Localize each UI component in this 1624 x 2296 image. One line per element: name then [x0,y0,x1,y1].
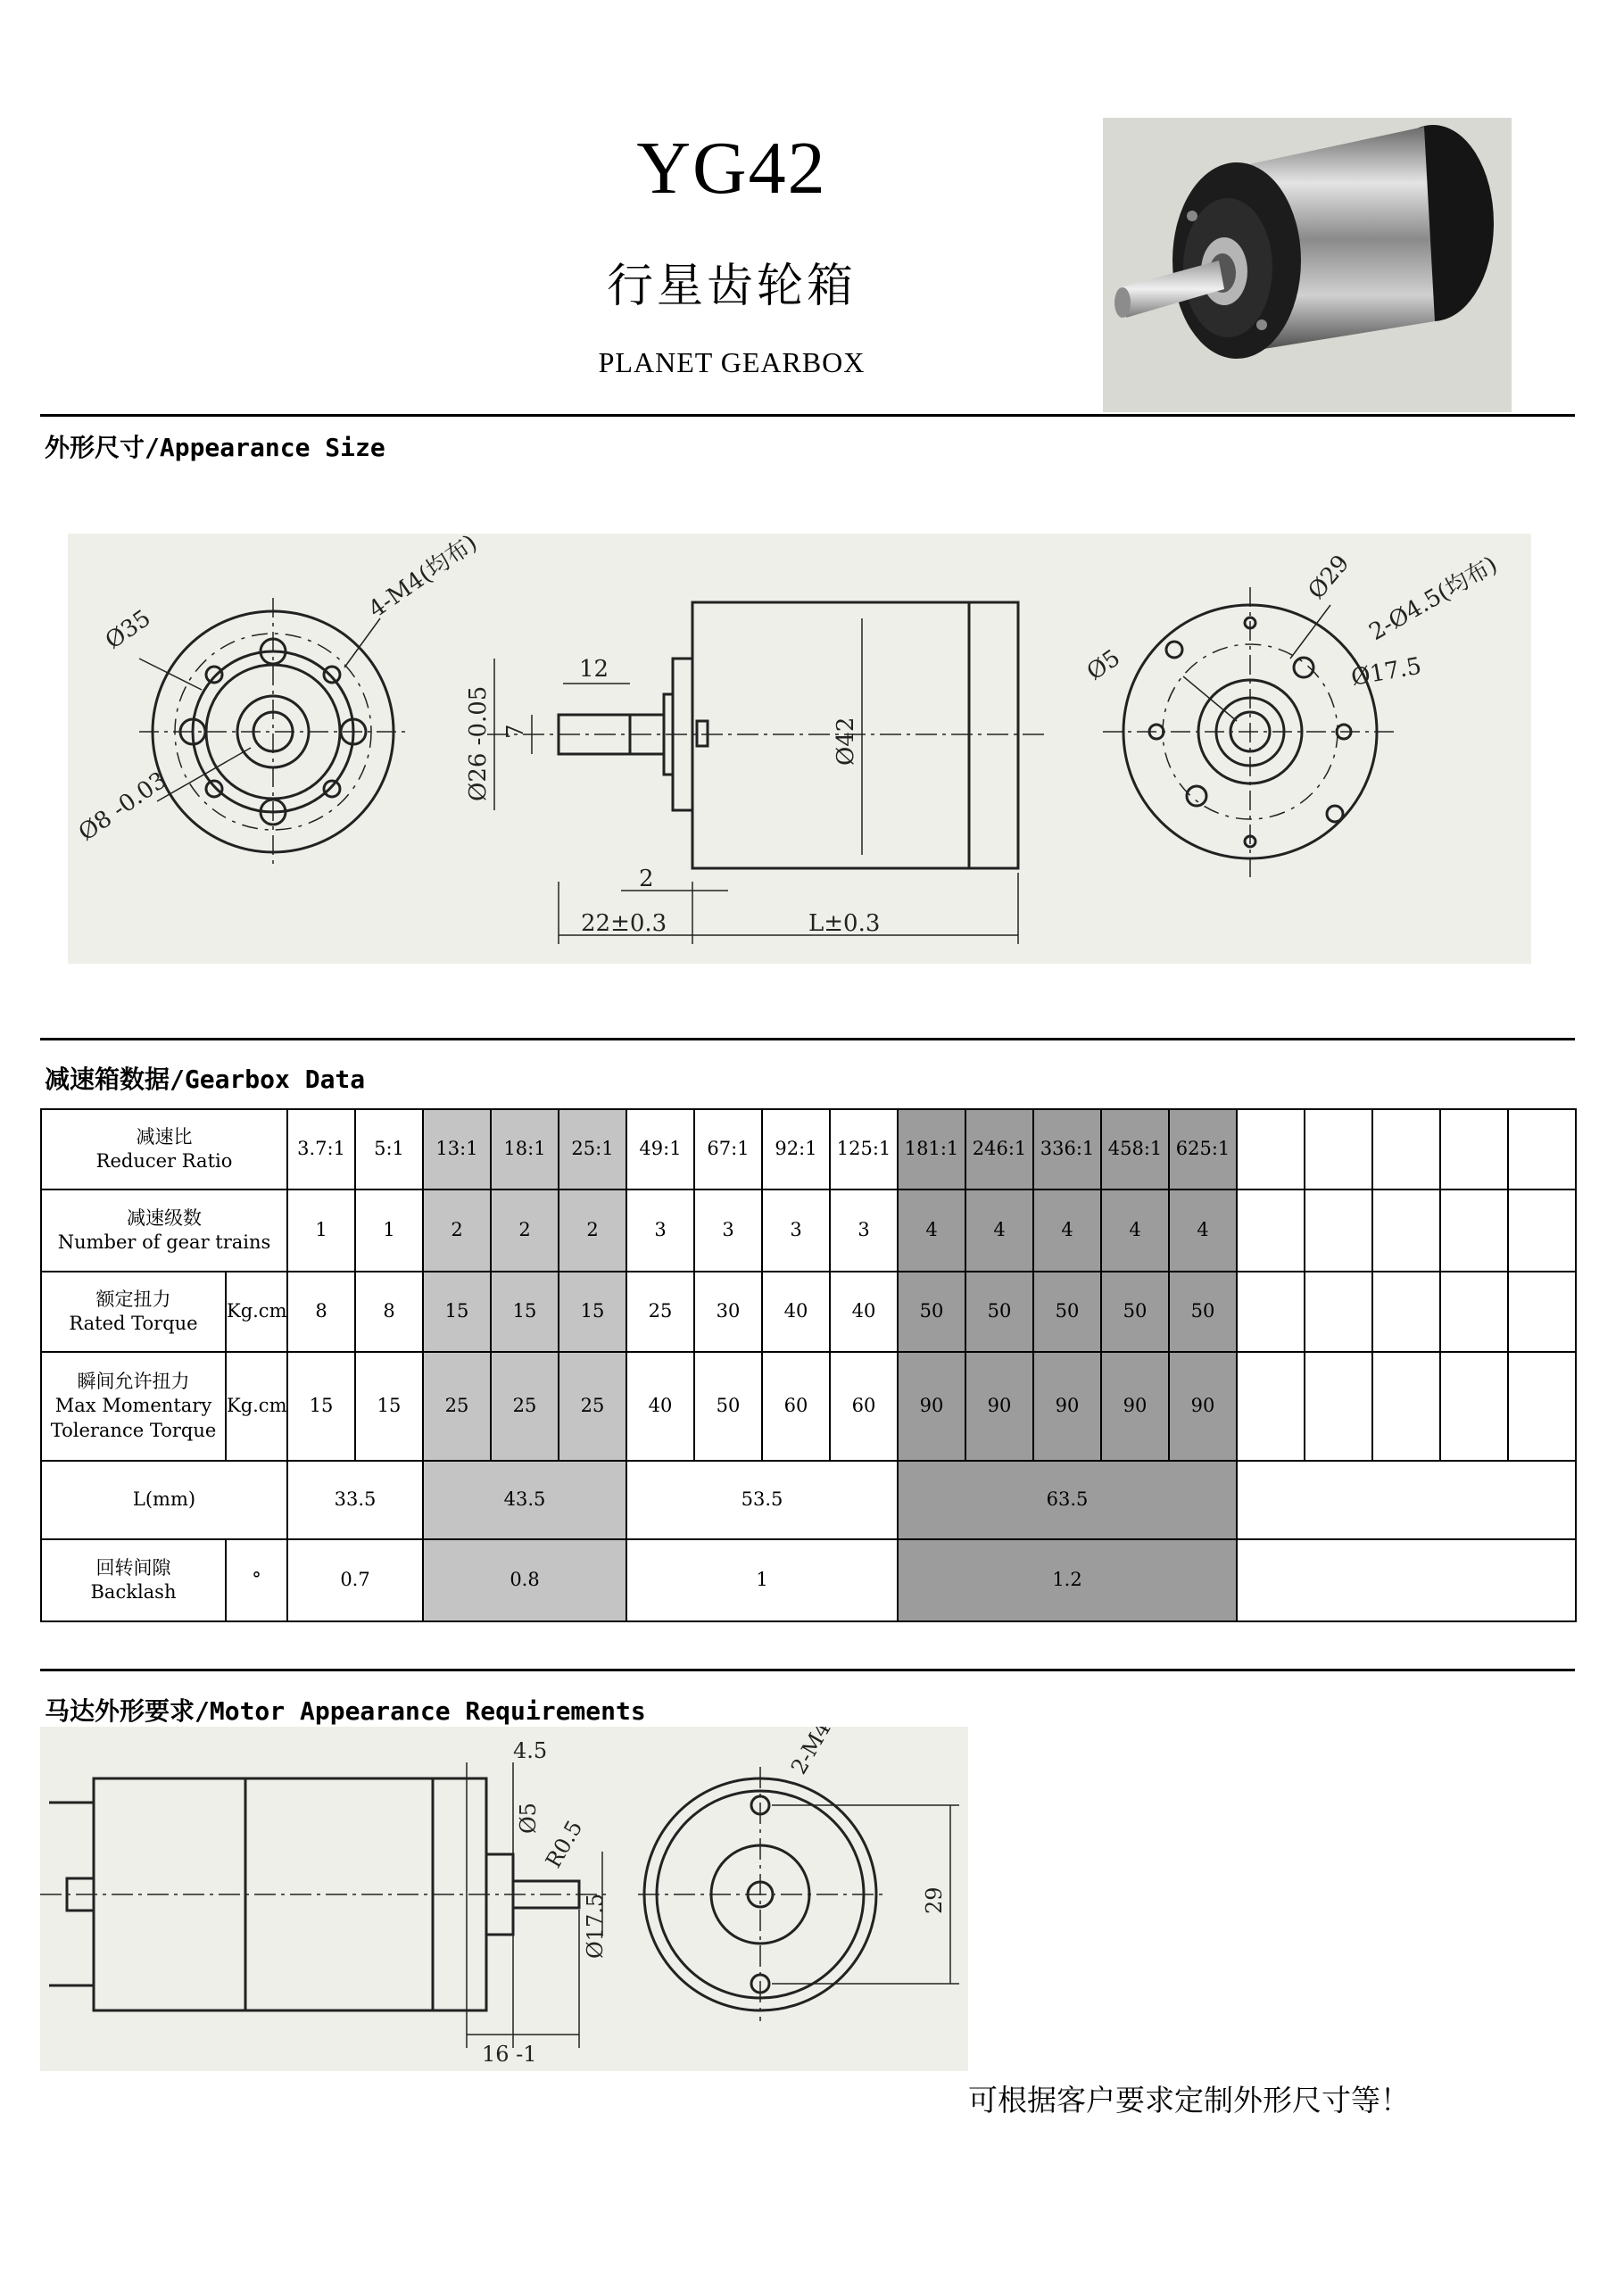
ratio-cell: 25:1 [559,1109,626,1189]
label-cn: 瞬间允许扭力 [77,1371,190,1393]
empty-cell [1508,1189,1576,1272]
row-rated-torque [41,1272,1576,1352]
rated-cell: 50 [1101,1272,1169,1352]
stage-cell: 3 [830,1189,898,1272]
dim-front-dia: Ø35 [100,604,156,655]
rear-flange-view [1103,587,1397,877]
rated-cell: 15 [559,1272,626,1352]
rated-cell: 15 [491,1272,559,1352]
unit-cell: Kg.cm [226,1272,287,1352]
label-en: Backlash [90,1581,177,1603]
rated-cell: 50 [898,1272,965,1352]
max-cell: 50 [694,1352,762,1461]
empty-cell [1237,1539,1576,1621]
dim-motor-a: 4.5 [513,1738,548,1763]
table-divider [40,1669,1575,1671]
rated-cell: 15 [423,1272,491,1352]
section-motor-label: 马达外形要求/Motor Appearance Requirements [45,1696,646,1726]
max-cell: 25 [559,1352,626,1461]
empty-cell [1440,1272,1508,1352]
label-en: Rated Torque [69,1313,198,1334]
dim-bolt-circle: Ø29 [1303,550,1355,605]
empty-cell [1237,1352,1305,1461]
max-cell: 90 [1169,1352,1237,1461]
ratio-cell: 92:1 [762,1109,830,1189]
header-divider [40,414,1575,417]
ratio-cell: 49:1 [626,1109,694,1189]
dim-motor-29: 29 [922,1886,947,1914]
label-en: Max Momentary [54,1395,212,1417]
empty-cell [1305,1109,1372,1189]
label-length: L(mm) [41,1461,287,1539]
front-flange-view [139,598,407,866]
unit-cell: ° [226,1539,287,1621]
dim-motor-boss: Ø17.5 [583,1893,608,1959]
appearance-drawing [68,534,1531,964]
label-rated-torque [41,1272,226,1352]
rated-cell: 30 [694,1272,762,1352]
dim-flat: 7 [502,724,529,739]
stage-cell: 4 [1033,1189,1101,1272]
ratio-cell: 625:1 [1169,1109,1237,1189]
dim-center: Ø17.5 [1349,652,1424,692]
label-en: Number of gear trains [57,1231,271,1253]
dim-holes: 2-Ø4.5(均布) [1364,551,1503,647]
length-cell: 53.5 [626,1461,898,1539]
model-title: YG42 [636,127,827,210]
ratio-cell: 13:1 [423,1109,491,1189]
rated-cell: 40 [762,1272,830,1352]
row-gear-trains [41,1189,1576,1272]
label-en: Reducer Ratio [95,1150,233,1172]
max-cell: 90 [898,1352,965,1461]
gearbox-data-table [40,1108,1577,1622]
ratio-cell: 181:1 [898,1109,965,1189]
backlash-cell: 1.2 [898,1539,1237,1621]
backlash-cell: 0.8 [423,1539,626,1621]
custom-note: 可根据客户要求定制外形尺寸等！ [968,2083,1410,2118]
rated-cell: 50 [1033,1272,1101,1352]
label-backlash [41,1539,226,1621]
empty-cell [1237,1461,1576,1539]
dim-bore: Ø5 [1081,644,1126,686]
title-cn: 行星齿轮箱 [606,260,857,313]
length-cell: 63.5 [898,1461,1237,1539]
empty-cell [1508,1352,1576,1461]
empty-cell [1372,1272,1440,1352]
stage-cell: 4 [965,1189,1033,1272]
rated-cell: 8 [355,1272,423,1352]
label-gear-trains [41,1189,287,1272]
dim-pilot: Ø26 -0.05 [465,685,492,801]
dim-motor-holes: 2-M4 [785,1727,836,1778]
backlash-cell: 0.7 [287,1539,423,1621]
row-reducer-ratio [41,1109,1576,1189]
ratio-cell: 18:1 [491,1109,559,1189]
section-appearance-label: 外形尺寸/Appearance Size [45,433,385,462]
dim-front-boss: Ø8 -0.03 [73,767,172,847]
stage-cell: 1 [355,1189,423,1272]
length-cell: 43.5 [423,1461,626,1539]
dim-motor-len: 16 -1 [482,2042,537,2067]
dim-motor-r: R0.5 [540,1816,588,1872]
ratio-cell: 67:1 [694,1109,762,1189]
stage-cell: 3 [626,1189,694,1272]
motor-drawing [40,1727,968,2071]
stage-cell: 1 [287,1189,355,1272]
stage-cell: 3 [694,1189,762,1272]
backlash-cell: 1 [626,1539,898,1621]
max-cell: 25 [423,1352,491,1461]
label-cn: 额定扭力 [95,1288,171,1310]
empty-cell [1305,1272,1372,1352]
max-cell: 90 [1033,1352,1101,1461]
empty-cell [1372,1189,1440,1272]
empty-cell [1508,1109,1576,1189]
stage-cell: 2 [559,1189,626,1272]
stage-cell: 4 [1101,1189,1169,1272]
dim-motor-shaft: Ø5 [516,1803,541,1834]
ratio-cell: 458:1 [1101,1109,1169,1189]
ratio-cell: 5:1 [355,1109,423,1189]
label-reducer-ratio [41,1109,287,1189]
section-gearbox-label: 减速箱数据/Gearbox Data [45,1065,366,1094]
dim-body: Ø42 [833,717,859,766]
empty-cell [1237,1272,1305,1352]
dim-length: L±0.3 [808,910,881,937]
max-cell: 25 [491,1352,559,1461]
empty-cell [1305,1352,1372,1461]
ratio-cell: 3.7:1 [287,1109,355,1189]
empty-cell [1372,1352,1440,1461]
stage-cell: 4 [898,1189,965,1272]
row-backlash [41,1539,1576,1621]
rated-cell: 40 [830,1272,898,1352]
appearance-divider [40,1038,1575,1040]
empty-cell [1237,1109,1305,1189]
row-max-torque [41,1352,1576,1461]
rated-cell: 25 [626,1272,694,1352]
label-max-torque [41,1352,226,1461]
empty-cell [1440,1189,1508,1272]
ratio-cell: 125:1 [830,1109,898,1189]
ratio-cell: 336:1 [1033,1109,1101,1189]
rated-cell: 8 [287,1272,355,1352]
gearbox-photo [1103,118,1512,412]
row-length [41,1461,1576,1539]
stage-cell: 3 [762,1189,830,1272]
stage-cell: 2 [423,1189,491,1272]
dim-shaft-total: 22±0.3 [581,910,667,937]
max-cell: 90 [1101,1352,1169,1461]
max-cell: 90 [965,1352,1033,1461]
max-cell: 15 [355,1352,423,1461]
empty-cell [1440,1109,1508,1189]
title-en: PLANET GEARBOX [598,346,866,378]
empty-cell [1508,1272,1576,1352]
stage-cell: 4 [1169,1189,1237,1272]
label-cn: 回转间隙 [95,1556,171,1579]
dim-gap: 2 [639,866,654,892]
stage-cell: 2 [491,1189,559,1272]
label-en: Tolerance Torque [50,1419,217,1441]
max-cell: 60 [830,1352,898,1461]
empty-cell [1372,1109,1440,1189]
max-cell: 15 [287,1352,355,1461]
empty-cell [1440,1352,1508,1461]
dim-shaft-len: 12 [579,656,609,683]
empty-cell [1305,1189,1372,1272]
max-cell: 40 [626,1352,694,1461]
label-cn: 减速比 [136,1125,193,1148]
dim-front-bolts: 4-M4(均布) [363,534,483,624]
rated-cell: 50 [1169,1272,1237,1352]
side-view [487,602,1049,944]
unit-cell: Kg.cm [226,1352,287,1461]
max-cell: 60 [762,1352,830,1461]
rated-cell: 50 [965,1272,1033,1352]
length-cell: 33.5 [287,1461,423,1539]
label-cn: 减速级数 [127,1206,202,1229]
ratio-cell: 246:1 [965,1109,1033,1189]
empty-cell [1237,1189,1305,1272]
